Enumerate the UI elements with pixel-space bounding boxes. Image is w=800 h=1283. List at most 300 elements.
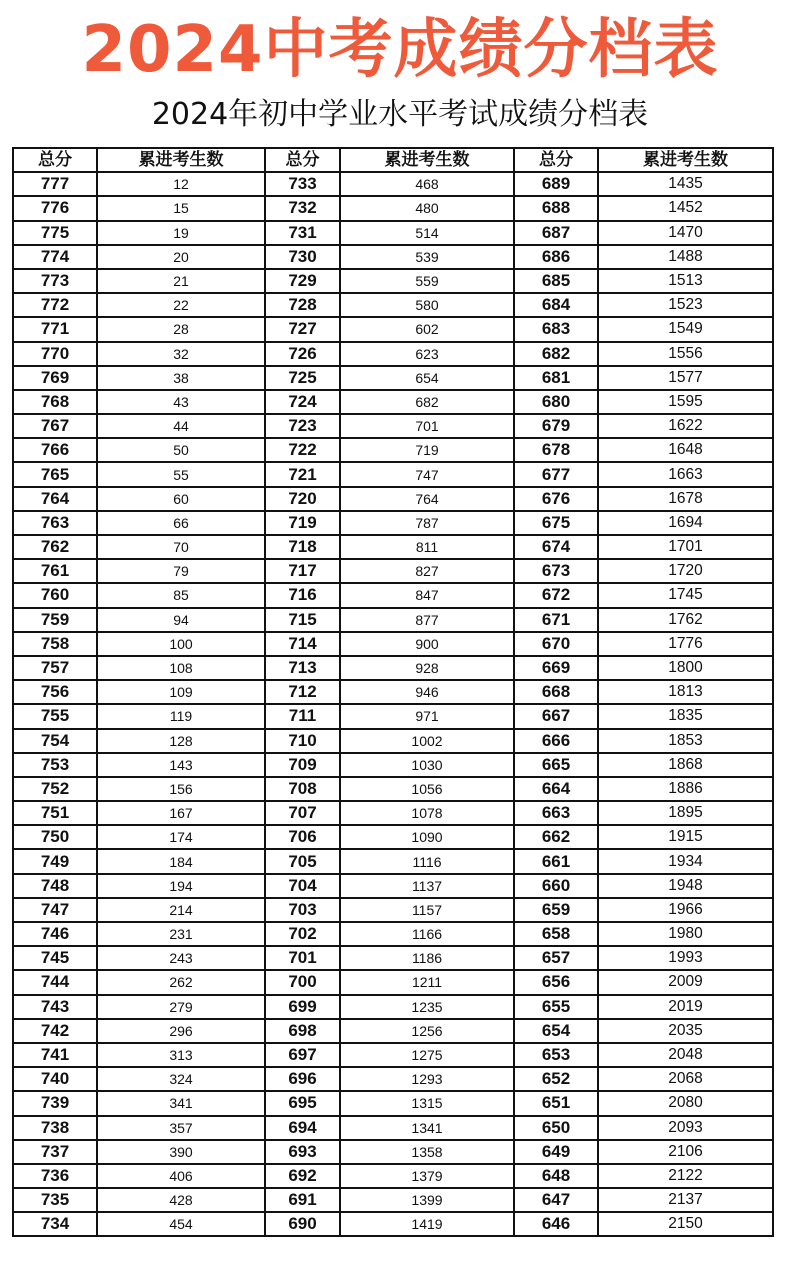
- table-row: [13, 438, 773, 462]
- table-row: [13, 1164, 773, 1188]
- table-row: [13, 172, 773, 196]
- score-cell: 658: [514, 922, 598, 946]
- table-row: [13, 1067, 773, 1091]
- score-cell: 685: [514, 269, 598, 293]
- cumulative-count-cell: 1993: [598, 946, 773, 970]
- score-cell: 705: [265, 849, 340, 873]
- cumulative-count-cell: 1622: [598, 414, 773, 438]
- cumulative-count-cell: 1186: [340, 946, 514, 970]
- score-cell: 769: [13, 366, 97, 390]
- header-total-score: 总分: [265, 148, 340, 172]
- score-cell: 712: [265, 680, 340, 704]
- score-distribution-table: [12, 147, 774, 1237]
- cumulative-count-cell: 971: [340, 704, 514, 728]
- score-cell: 679: [514, 414, 598, 438]
- cumulative-count-cell: 20: [97, 245, 265, 269]
- cumulative-count-cell: 1090: [340, 825, 514, 849]
- cumulative-count-cell: 827: [340, 559, 514, 583]
- table-row: [13, 317, 773, 341]
- score-cell: 646: [514, 1212, 598, 1236]
- table-row: [13, 221, 773, 245]
- cumulative-count-cell: 324: [97, 1067, 265, 1091]
- score-cell: 716: [265, 583, 340, 607]
- score-cell: 753: [13, 753, 97, 777]
- score-cell: 672: [514, 583, 598, 607]
- cumulative-count-cell: 1663: [598, 462, 773, 486]
- score-cell: 711: [265, 704, 340, 728]
- cumulative-count-cell: 719: [340, 438, 514, 462]
- table-row: [13, 1116, 773, 1140]
- score-cell: 710: [265, 729, 340, 753]
- cumulative-count-cell: 100: [97, 632, 265, 656]
- cumulative-count-cell: 1358: [340, 1140, 514, 1164]
- score-cell: 696: [265, 1067, 340, 1091]
- cumulative-count-cell: 262: [97, 970, 265, 994]
- table-row: [13, 462, 773, 486]
- cumulative-count-cell: 559: [340, 269, 514, 293]
- cumulative-count-cell: 1678: [598, 487, 773, 511]
- table-row: [13, 1091, 773, 1115]
- score-cell: 695: [265, 1091, 340, 1115]
- header-total-score: 总分: [514, 148, 598, 172]
- score-cell: 750: [13, 825, 97, 849]
- score-cell: 702: [265, 922, 340, 946]
- table-row: [13, 583, 773, 607]
- cumulative-count-cell: 44: [97, 414, 265, 438]
- table-row: [13, 487, 773, 511]
- score-cell: 746: [13, 922, 97, 946]
- score-cell: 755: [13, 704, 97, 728]
- score-cell: 653: [514, 1043, 598, 1067]
- score-cell: 660: [514, 874, 598, 898]
- score-cell: 718: [265, 535, 340, 559]
- cumulative-count-cell: 1419: [340, 1212, 514, 1236]
- cumulative-count-cell: 428: [97, 1188, 265, 1212]
- cumulative-count-cell: 1211: [340, 970, 514, 994]
- cumulative-count-cell: 1488: [598, 245, 773, 269]
- cumulative-count-cell: 623: [340, 342, 514, 366]
- cumulative-count-cell: 243: [97, 946, 265, 970]
- table-row: [13, 1043, 773, 1067]
- score-cell: 756: [13, 680, 97, 704]
- cumulative-count-cell: 2035: [598, 1019, 773, 1043]
- cumulative-count-cell: 1523: [598, 293, 773, 317]
- cumulative-count-cell: 480: [340, 196, 514, 220]
- score-cell: 758: [13, 632, 97, 656]
- table-row: [13, 293, 773, 317]
- cumulative-count-cell: 109: [97, 680, 265, 704]
- cumulative-count-cell: 231: [97, 922, 265, 946]
- cumulative-count-cell: 1745: [598, 583, 773, 607]
- score-cell: 738: [13, 1116, 97, 1140]
- score-cell: 745: [13, 946, 97, 970]
- cumulative-count-cell: 1435: [598, 172, 773, 196]
- table-row: [13, 196, 773, 220]
- score-cell: 731: [265, 221, 340, 245]
- cumulative-count-cell: 1948: [598, 874, 773, 898]
- cumulative-count-cell: 94: [97, 608, 265, 632]
- cumulative-count-cell: 847: [340, 583, 514, 607]
- score-cell: 715: [265, 608, 340, 632]
- score-cell: 770: [13, 342, 97, 366]
- table-row: [13, 970, 773, 994]
- table-row: [13, 656, 773, 680]
- cumulative-count-cell: 682: [340, 390, 514, 414]
- cumulative-count-cell: 38: [97, 366, 265, 390]
- score-cell: 767: [13, 414, 97, 438]
- header-cumulative-count: 累进考生数: [340, 148, 514, 172]
- score-cell: 680: [514, 390, 598, 414]
- score-cell: 723: [265, 414, 340, 438]
- cumulative-count-cell: 1648: [598, 438, 773, 462]
- score-cell: 728: [265, 293, 340, 317]
- score-cell: 699: [265, 995, 340, 1019]
- cumulative-count-cell: 1235: [340, 995, 514, 1019]
- cumulative-count-cell: 454: [97, 1212, 265, 1236]
- cumulative-count-cell: 1275: [340, 1043, 514, 1067]
- cumulative-count-cell: 2009: [598, 970, 773, 994]
- score-cell: 741: [13, 1043, 97, 1067]
- score-cell: 721: [265, 462, 340, 486]
- score-cell: 749: [13, 849, 97, 873]
- score-cell: 691: [265, 1188, 340, 1212]
- cumulative-count-cell: 1056: [340, 777, 514, 801]
- cumulative-count-cell: 2080: [598, 1091, 773, 1115]
- cumulative-count-cell: 19: [97, 221, 265, 245]
- score-cell: 725: [265, 366, 340, 390]
- score-cell: 693: [265, 1140, 340, 1164]
- cumulative-count-cell: 1800: [598, 656, 773, 680]
- score-cell: 704: [265, 874, 340, 898]
- score-cell: 734: [13, 1212, 97, 1236]
- score-cell: 747: [13, 898, 97, 922]
- cumulative-count-cell: 28: [97, 317, 265, 341]
- cumulative-count-cell: 128: [97, 729, 265, 753]
- cumulative-count-cell: 1256: [340, 1019, 514, 1043]
- score-cell: 762: [13, 535, 97, 559]
- score-cell: 669: [514, 656, 598, 680]
- score-cell: 673: [514, 559, 598, 583]
- cumulative-count-cell: 1762: [598, 608, 773, 632]
- score-cell: 662: [514, 825, 598, 849]
- cumulative-count-cell: 1078: [340, 801, 514, 825]
- score-cell: 713: [265, 656, 340, 680]
- score-cell: 707: [265, 801, 340, 825]
- cumulative-count-cell: 174: [97, 825, 265, 849]
- score-cell: 670: [514, 632, 598, 656]
- table-row: [13, 704, 773, 728]
- table-row: [13, 922, 773, 946]
- cumulative-count-cell: 21: [97, 269, 265, 293]
- table-row: [13, 1140, 773, 1164]
- cumulative-count-cell: 2122: [598, 1164, 773, 1188]
- score-cell: 652: [514, 1067, 598, 1091]
- table-header-row: [13, 148, 773, 172]
- score-cell: 726: [265, 342, 340, 366]
- cumulative-count-cell: 1980: [598, 922, 773, 946]
- score-cell: 763: [13, 511, 97, 535]
- table-row: [13, 898, 773, 922]
- cumulative-count-cell: 1549: [598, 317, 773, 341]
- cumulative-count-cell: 15: [97, 196, 265, 220]
- score-cell: 655: [514, 995, 598, 1019]
- score-cell: 748: [13, 874, 97, 898]
- cumulative-count-cell: 156: [97, 777, 265, 801]
- table-row: [13, 729, 773, 753]
- header-total-score: 总分: [13, 148, 97, 172]
- cumulative-count-cell: 50: [97, 438, 265, 462]
- cumulative-count-cell: 1315: [340, 1091, 514, 1115]
- score-cell: 775: [13, 221, 97, 245]
- score-cell: 667: [514, 704, 598, 728]
- cumulative-count-cell: 1915: [598, 825, 773, 849]
- table-row: [13, 995, 773, 1019]
- cumulative-count-cell: 1556: [598, 342, 773, 366]
- cumulative-count-cell: 55: [97, 462, 265, 486]
- score-cell: 706: [265, 825, 340, 849]
- score-cell: 663: [514, 801, 598, 825]
- cumulative-count-cell: 1399: [340, 1188, 514, 1212]
- score-cell: 700: [265, 970, 340, 994]
- cumulative-count-cell: 70: [97, 535, 265, 559]
- table-row: [13, 1188, 773, 1212]
- score-cell: 722: [265, 438, 340, 462]
- score-cell: 703: [265, 898, 340, 922]
- score-cell: 683: [514, 317, 598, 341]
- score-cell: 776: [13, 196, 97, 220]
- score-cell: 671: [514, 608, 598, 632]
- score-cell: 650: [514, 1116, 598, 1140]
- score-cell: 674: [514, 535, 598, 559]
- cumulative-count-cell: 108: [97, 656, 265, 680]
- cumulative-count-cell: 184: [97, 849, 265, 873]
- score-cell: 689: [514, 172, 598, 196]
- table-row: [13, 1019, 773, 1043]
- cumulative-count-cell: 1813: [598, 680, 773, 704]
- score-cell: 688: [514, 196, 598, 220]
- score-cell: 647: [514, 1188, 598, 1212]
- cumulative-count-cell: 811: [340, 535, 514, 559]
- score-cell: 697: [265, 1043, 340, 1067]
- cumulative-count-cell: 1166: [340, 922, 514, 946]
- cumulative-count-cell: 539: [340, 245, 514, 269]
- score-cell: 774: [13, 245, 97, 269]
- table-row: [13, 608, 773, 632]
- cumulative-count-cell: 85: [97, 583, 265, 607]
- cumulative-count-cell: 900: [340, 632, 514, 656]
- banner-title: 2024中考成绩分档表: [81, 13, 719, 87]
- table-row: [13, 632, 773, 656]
- cumulative-count-cell: 2048: [598, 1043, 773, 1067]
- cumulative-count-cell: 2150: [598, 1212, 773, 1236]
- cumulative-count-cell: 787: [340, 511, 514, 535]
- cumulative-count-cell: 1030: [340, 753, 514, 777]
- cumulative-count-cell: 1157: [340, 898, 514, 922]
- score-cell: 736: [13, 1164, 97, 1188]
- cumulative-count-cell: 468: [340, 172, 514, 196]
- cumulative-count-cell: 43: [97, 390, 265, 414]
- score-cell: 737: [13, 1140, 97, 1164]
- score-cell: 743: [13, 995, 97, 1019]
- table-row: [13, 801, 773, 825]
- score-cell: 735: [13, 1188, 97, 1212]
- cumulative-count-cell: 1470: [598, 221, 773, 245]
- table-row: [13, 535, 773, 559]
- table-title: 2024年初中学业水平考试成绩分档表: [151, 97, 649, 132]
- table-row: [13, 680, 773, 704]
- table-row: [13, 414, 773, 438]
- score-cell: 729: [265, 269, 340, 293]
- score-cell: 768: [13, 390, 97, 414]
- table-row: [13, 511, 773, 535]
- cumulative-count-cell: 357: [97, 1116, 265, 1140]
- score-cell: 720: [265, 487, 340, 511]
- cumulative-count-cell: 2068: [598, 1067, 773, 1091]
- score-cell: 659: [514, 898, 598, 922]
- score-cell: 708: [265, 777, 340, 801]
- score-cell: 709: [265, 753, 340, 777]
- table-row: [13, 342, 773, 366]
- score-cell: 692: [265, 1164, 340, 1188]
- cumulative-count-cell: 1966: [598, 898, 773, 922]
- table-row: [13, 245, 773, 269]
- cumulative-count-cell: 2093: [598, 1116, 773, 1140]
- cumulative-count-cell: 32: [97, 342, 265, 366]
- cumulative-count-cell: 214: [97, 898, 265, 922]
- score-cell: 764: [13, 487, 97, 511]
- cumulative-count-cell: 1452: [598, 196, 773, 220]
- table-row: [13, 874, 773, 898]
- cumulative-count-cell: 341: [97, 1091, 265, 1115]
- cumulative-count-cell: 167: [97, 801, 265, 825]
- cumulative-count-cell: 928: [340, 656, 514, 680]
- score-cell: 732: [265, 196, 340, 220]
- cumulative-count-cell: 143: [97, 753, 265, 777]
- score-cell: 744: [13, 970, 97, 994]
- cumulative-count-cell: 296: [97, 1019, 265, 1043]
- score-cell: 772: [13, 293, 97, 317]
- score-cell: 701: [265, 946, 340, 970]
- score-cell: 681: [514, 366, 598, 390]
- score-cell: 754: [13, 729, 97, 753]
- score-cell: 684: [514, 293, 598, 317]
- cumulative-count-cell: 1720: [598, 559, 773, 583]
- cumulative-count-cell: 946: [340, 680, 514, 704]
- cumulative-count-cell: 1577: [598, 366, 773, 390]
- table-row: [13, 1212, 773, 1236]
- score-cell: 760: [13, 583, 97, 607]
- cumulative-count-cell: 2137: [598, 1188, 773, 1212]
- cumulative-count-cell: 60: [97, 487, 265, 511]
- score-cell: 676: [514, 487, 598, 511]
- cumulative-count-cell: 79: [97, 559, 265, 583]
- score-cell: 686: [514, 245, 598, 269]
- cumulative-count-cell: 1595: [598, 390, 773, 414]
- table-row: [13, 849, 773, 873]
- score-cell: 654: [514, 1019, 598, 1043]
- score-cell: 757: [13, 656, 97, 680]
- table-row: [13, 946, 773, 970]
- score-cell: 661: [514, 849, 598, 873]
- score-cell: 694: [265, 1116, 340, 1140]
- score-cell: 698: [265, 1019, 340, 1043]
- cumulative-count-cell: 747: [340, 462, 514, 486]
- score-cell: 739: [13, 1091, 97, 1115]
- cumulative-count-cell: 12: [97, 172, 265, 196]
- cumulative-count-cell: 279: [97, 995, 265, 1019]
- cumulative-count-cell: 1116: [340, 849, 514, 873]
- table-row: [13, 753, 773, 777]
- cumulative-count-cell: 580: [340, 293, 514, 317]
- table-row: [13, 559, 773, 583]
- score-cell: 761: [13, 559, 97, 583]
- score-cell: 656: [514, 970, 598, 994]
- score-cell: 740: [13, 1067, 97, 1091]
- score-cell: 665: [514, 753, 598, 777]
- cumulative-count-cell: 1868: [598, 753, 773, 777]
- table-body: [13, 172, 773, 1236]
- cumulative-count-cell: 1835: [598, 704, 773, 728]
- score-cell: 648: [514, 1164, 598, 1188]
- score-cell: 678: [514, 438, 598, 462]
- cumulative-count-cell: 119: [97, 704, 265, 728]
- cumulative-count-cell: 2019: [598, 995, 773, 1019]
- table-row: [13, 777, 773, 801]
- cumulative-count-cell: 1341: [340, 1116, 514, 1140]
- cumulative-count-cell: 406: [97, 1164, 265, 1188]
- score-cell: 668: [514, 680, 598, 704]
- score-cell: 733: [265, 172, 340, 196]
- score-cell: 727: [265, 317, 340, 341]
- score-cell: 730: [265, 245, 340, 269]
- score-cell: 682: [514, 342, 598, 366]
- score-cell: 759: [13, 608, 97, 632]
- score-cell: 777: [13, 172, 97, 196]
- table-row: [13, 390, 773, 414]
- score-cell: 717: [265, 559, 340, 583]
- cumulative-count-cell: 764: [340, 487, 514, 511]
- score-cell: 649: [514, 1140, 598, 1164]
- cumulative-count-cell: 1895: [598, 801, 773, 825]
- cumulative-count-cell: 701: [340, 414, 514, 438]
- cumulative-count-cell: 2106: [598, 1140, 773, 1164]
- cumulative-count-cell: 602: [340, 317, 514, 341]
- cumulative-count-cell: 1002: [340, 729, 514, 753]
- header-cumulative-count: 累进考生数: [97, 148, 265, 172]
- score-cell: 664: [514, 777, 598, 801]
- score-cell: 651: [514, 1091, 598, 1115]
- cumulative-count-cell: 1886: [598, 777, 773, 801]
- cumulative-count-cell: 514: [340, 221, 514, 245]
- score-cell: 751: [13, 801, 97, 825]
- score-cell: 742: [13, 1019, 97, 1043]
- cumulative-count-cell: 1137: [340, 874, 514, 898]
- cumulative-count-cell: 654: [340, 366, 514, 390]
- score-cell: 690: [265, 1212, 340, 1236]
- score-cell: 677: [514, 462, 598, 486]
- cumulative-count-cell: 1853: [598, 729, 773, 753]
- score-cell: 666: [514, 729, 598, 753]
- score-cell: 719: [265, 511, 340, 535]
- score-cell: 687: [514, 221, 598, 245]
- cumulative-count-cell: 1776: [598, 632, 773, 656]
- score-cell: 765: [13, 462, 97, 486]
- cumulative-count-cell: 390: [97, 1140, 265, 1164]
- cumulative-count-cell: 1293: [340, 1067, 514, 1091]
- score-cell: 675: [514, 511, 598, 535]
- cumulative-count-cell: 66: [97, 511, 265, 535]
- cumulative-count-cell: 1934: [598, 849, 773, 873]
